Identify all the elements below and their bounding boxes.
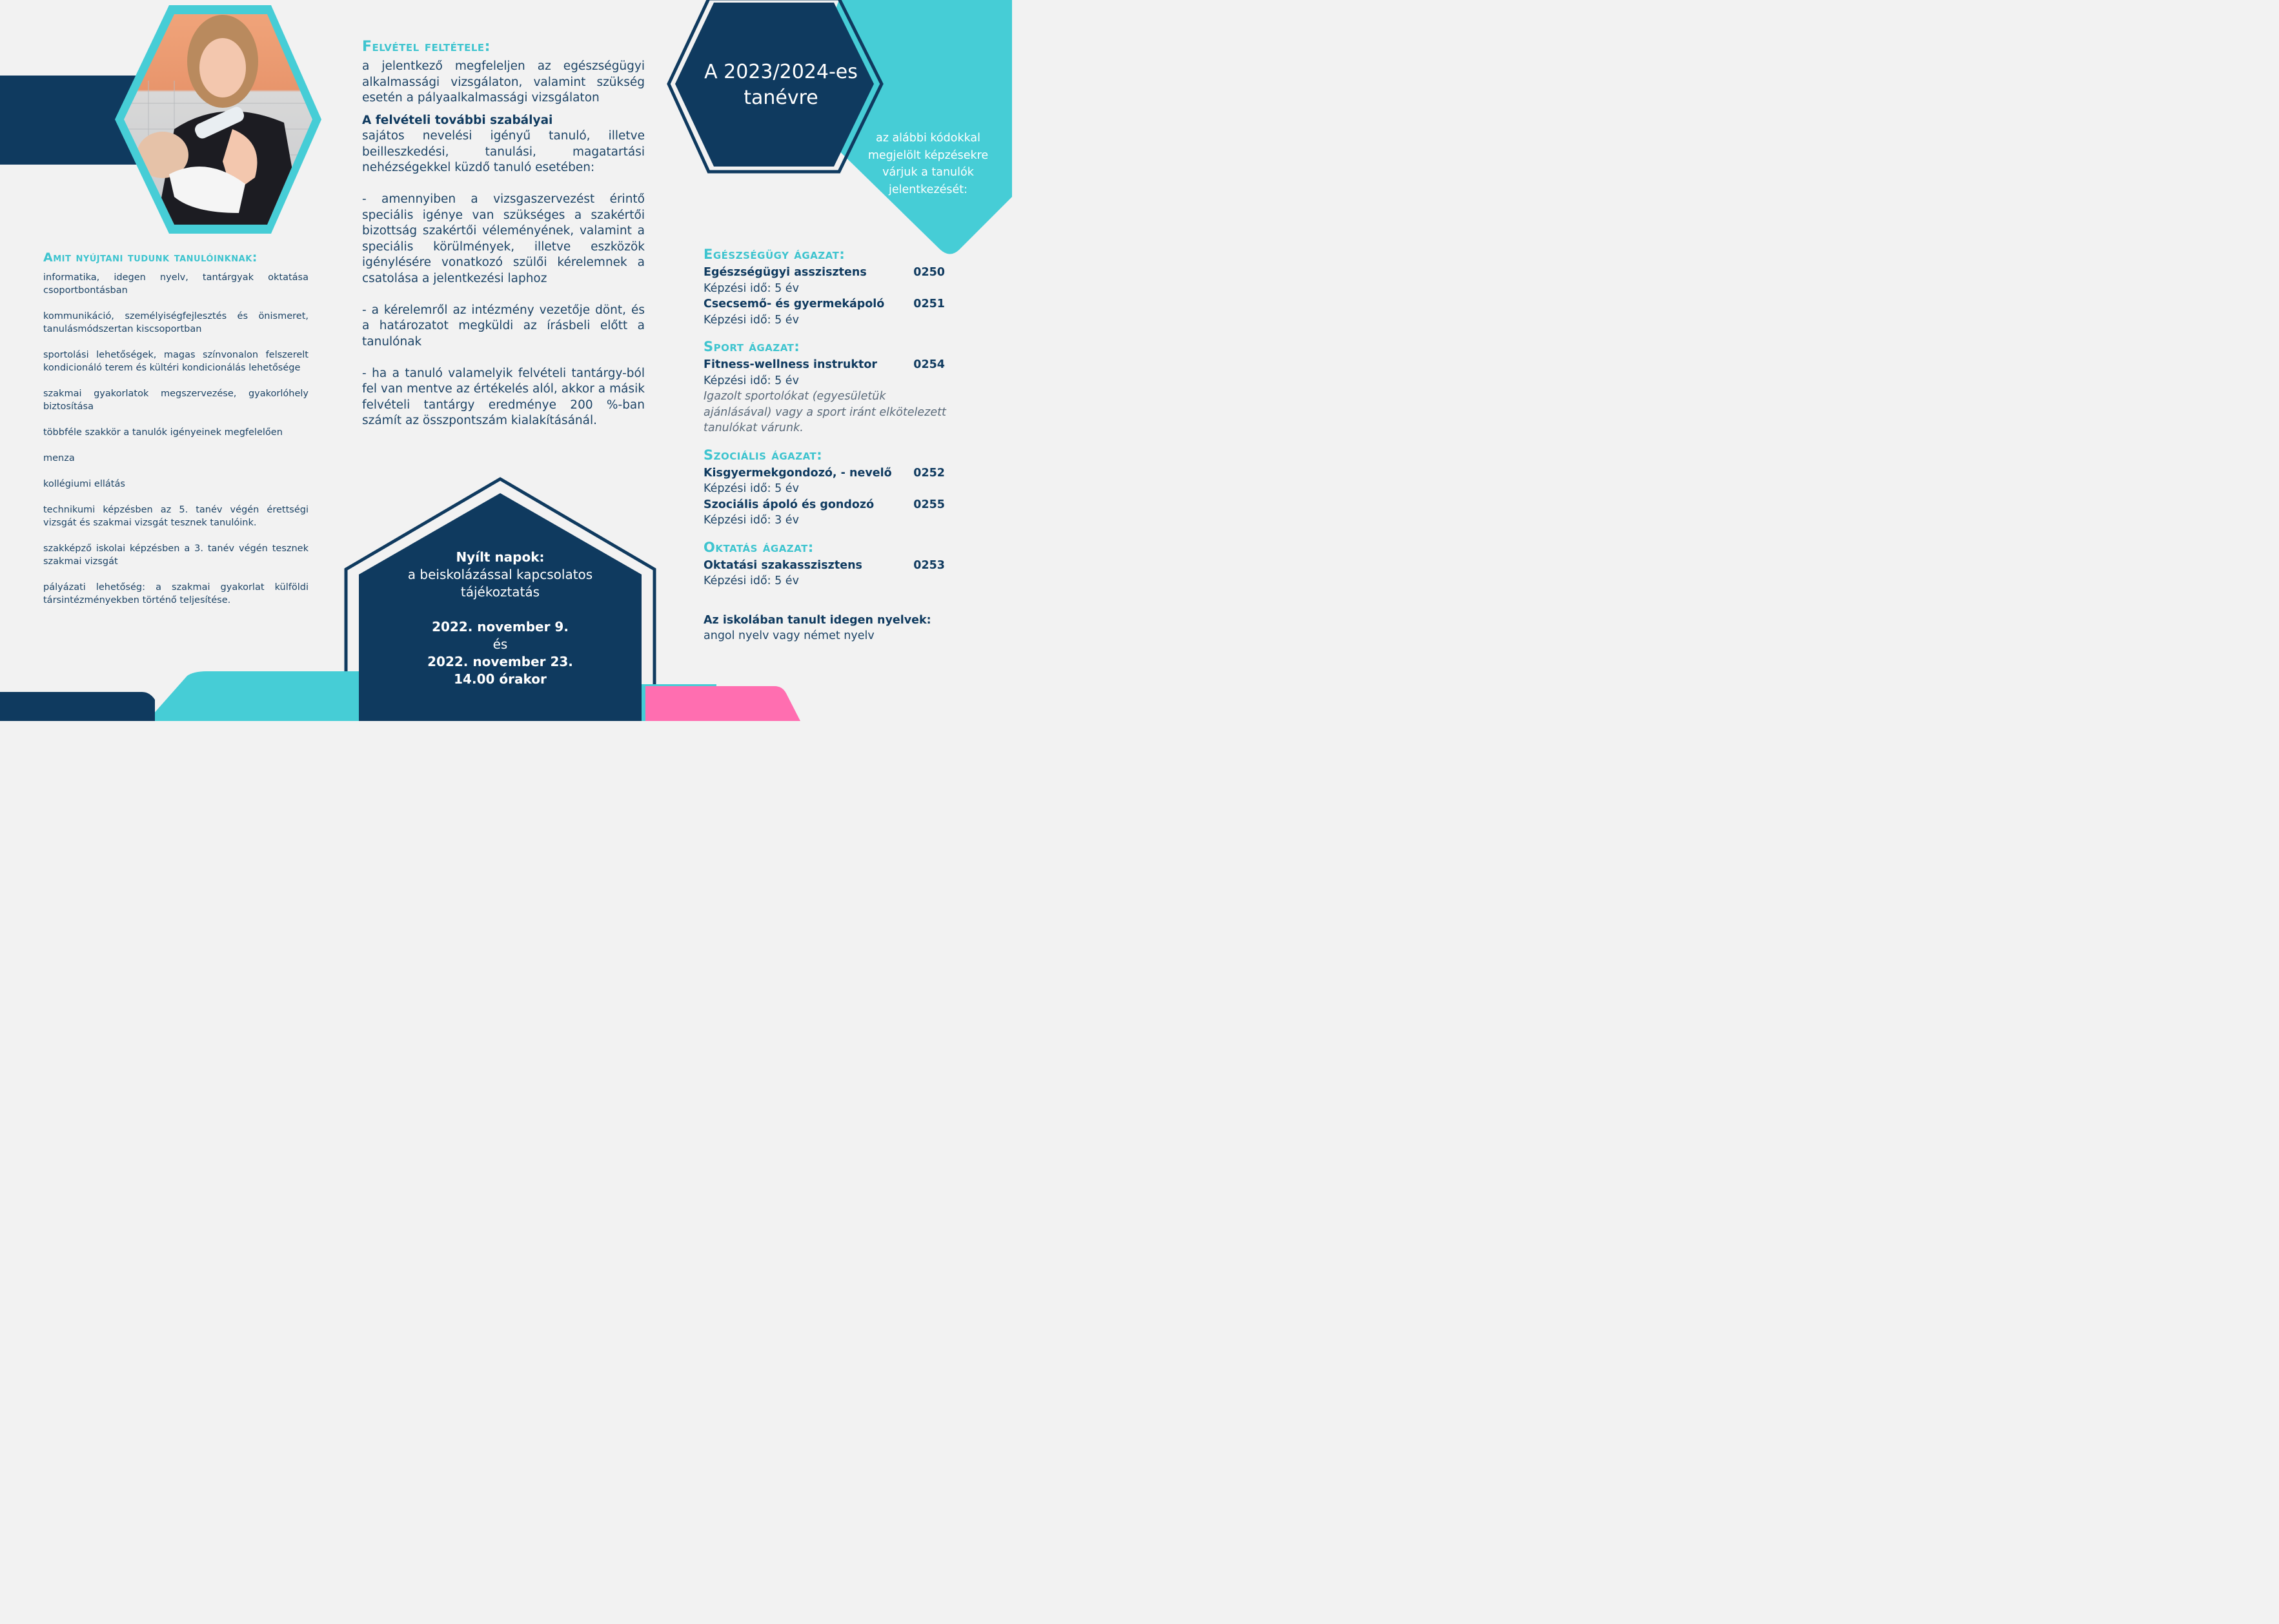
sector-heading: Sport ágazat: [704, 339, 800, 354]
school-year-title [684, 59, 878, 111]
languages-text: angol nyelv vagy német nyelv [704, 629, 875, 642]
admission-section [362, 39, 645, 429]
course-name: Egészségügyi asszisztens [704, 266, 867, 279]
course-row [704, 296, 949, 312]
course-code: 0251 [913, 298, 945, 310]
offer-heading: Amit nyújtani tudunk tanulóinknak: [43, 250, 258, 265]
list-item: menza [43, 453, 75, 463]
course-duration: Képzési idő: 5 év [704, 281, 799, 295]
course-duration: Képzési idő: 3 év [704, 514, 799, 527]
admission-rules-intro: sajátos nevelési igényű tanuló, illetve beilleszkedési, tanulási, magatartási nehézségekkel küzdő tanuló esetében: [362, 129, 645, 174]
list-item: szakmai gyakorlatok megszervezése, gyakorlóhely biztosítása [43, 389, 309, 412]
offer-list [43, 271, 309, 607]
bottom-pink-shape [645, 686, 800, 721]
course-name: Kisgyermekgondozó, - nevelő [704, 466, 892, 480]
list-item: kommunikáció, személyiségfejlesztés és önismeret, tanulásmódszertan kiscsoportban [43, 311, 309, 334]
course-row [704, 558, 949, 574]
course-duration: Képzési idő: 5 év [704, 313, 799, 327]
course-code: 0254 [913, 358, 945, 371]
open-days-subtitle: a beiskolázással kapcsolatos tájékoztatás [407, 567, 593, 600]
list-item: technikumi képzésben az 5. tanév végén érettségi vizsgát és szakmai vizsgát tesznek tanulóink. [43, 505, 309, 528]
course-row [704, 465, 949, 482]
open-day-date-2: 2022. november 23. [427, 654, 573, 669]
sector-social [704, 447, 949, 529]
bottom-teal-shape [147, 671, 361, 721]
course-row [704, 357, 949, 373]
course-row [704, 497, 949, 513]
sector-heading: Egészségügy ágazat: [704, 247, 846, 262]
open-days-time: 14.00 órakor [454, 671, 547, 687]
sector-heading: Szociális ágazat: [704, 447, 823, 463]
bottom-navy-shape [0, 692, 155, 721]
languages-heading: Az iskolában tanult idegen nyelvek: [704, 613, 931, 627]
invite-text: az alábbi kódokkal megjelölt képzésekre várjuk a tanulók jelentkezését: [867, 132, 989, 196]
admission-rule-3: - ha a tanuló valamelyik felvételi tantárgy-ból fel van mentve az értékelés alól, akkor a másik felvételi tantárgy eredménye 200 %-ban számít az összpontszám kialakításánál. [362, 366, 645, 427]
open-days-title: Nyílt napok: [456, 549, 545, 565]
open-days-and: és [492, 636, 508, 652]
admission-condition: a jelentkező megfeleljen az egészségügyi alkalmassági vizsgálaton, valamint szükség esetén a pályaalkalmassági vizsgálaton [362, 59, 645, 105]
admission-heading: Felvétel feltétele: [362, 39, 491, 55]
sectors-section [704, 247, 949, 644]
course-code: 0252 [913, 466, 945, 480]
list-item: informatika, idegen nyelv, tantárgyak oktatása csoportbontásban [43, 272, 309, 296]
admission-rules-heading: A felvételi további szabályai [362, 113, 553, 127]
sport-note: Igazolt sportolókat (egyesületük ajánlásával) vagy a sport iránt elkötelezett tanulókat várunk. [704, 390, 946, 434]
list-item: szakképző iskolai képzésben a 3. tanév végén tesznek szakmai vizsgát [43, 543, 309, 567]
course-code: 0250 [913, 266, 945, 279]
sector-sport [704, 339, 949, 436]
course-name: Fitness-wellness instruktor [704, 358, 878, 371]
title-line-2: tanévre [744, 86, 818, 109]
list-item: kollégiumi ellátás [43, 479, 125, 489]
course-duration: Képzési idő: 5 év [704, 374, 799, 387]
list-item: sportolási lehetőségek, magas színvonalon felszerelt kondicionáló terem és kültéri kondicionálás lehetősége [43, 350, 309, 373]
course-code: 0255 [913, 498, 945, 511]
sector-heading: Oktatás ágazat: [704, 539, 814, 555]
open-days-info [360, 549, 640, 688]
offer-section [43, 250, 309, 620]
course-row [704, 265, 949, 281]
course-duration: Képzési idő: 5 év [704, 574, 799, 587]
admission-rule-1: - amennyiben a vizsgaszervezést érintő speciális igénye van szükséges a szakértői bizottság szakértői véleményének, valamint a speciális körülmények, illetve eszközök igénylésére vonatkozó szülői kérelemnek a csatolása a jelentkezési laphoz [362, 192, 645, 285]
title-line-1: A 2023/2024-es [704, 61, 858, 83]
course-name: Csecsemő- és gyermekápoló [704, 298, 885, 310]
open-day-date-1: 2022. november 9. [432, 619, 569, 634]
sector-education [704, 540, 949, 589]
list-item: pályázati lehetőség: a szakmai gyakorlat külföldi társintézményekben történő teljesítése. [43, 582, 309, 605]
course-code: 0253 [913, 558, 945, 572]
admission-rule-2: - a kérelemről az intézmény vezetője dönt, és a határozatot megküldi az írásbeli előtt a tanulónak [362, 303, 645, 349]
course-name: Szociális ápoló és gondozó [704, 498, 875, 511]
sector-health [704, 247, 949, 328]
list-item: többféle szakkör a tanulók igényeinek megfelelően [43, 427, 283, 438]
course-duration: Képzési idő: 5 év [704, 482, 799, 495]
course-name: Oktatási szakasszisztens [704, 558, 862, 572]
